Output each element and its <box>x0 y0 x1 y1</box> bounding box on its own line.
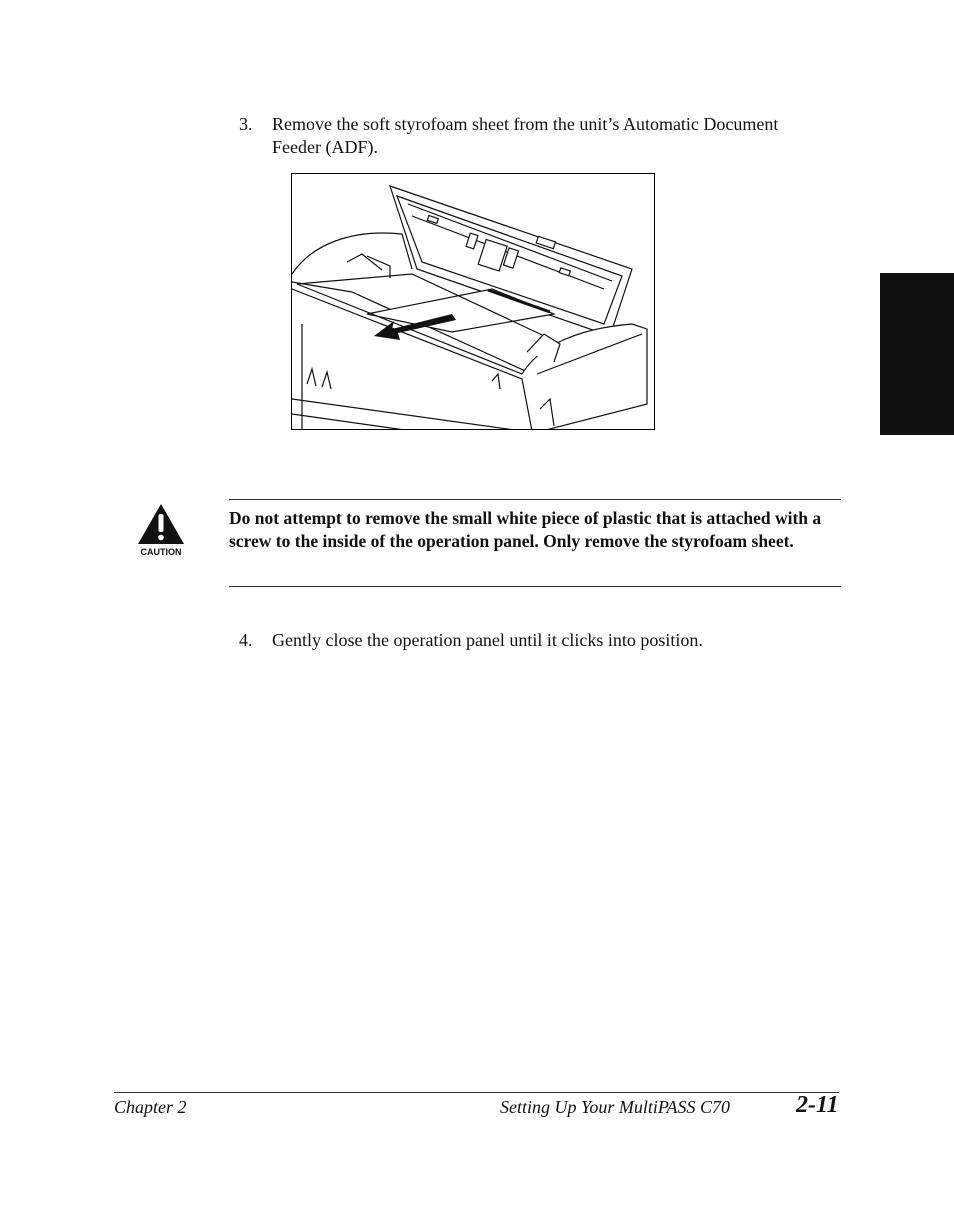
step-3-number: 3. <box>239 114 253 134</box>
step-4-text: Gently close the operation panel until it clicks into position. <box>272 630 703 650</box>
footer-title: Setting Up Your MultiPASS C70 <box>500 1097 731 1117</box>
caution-text: Do not attempt to remove the small white piece of plastic that is attached with a screw to the inside of the operation panel. Only remove the styrofoam sheet. <box>229 508 822 551</box>
footer-chapter: Chapter 2 <box>114 1097 187 1117</box>
step-4 <box>239 629 859 653</box>
step-3-text: Remove the soft styrofoam sheet from the unit’s Automatic Document Feeder (ADF). <box>272 114 779 157</box>
footer-rule <box>114 1092 839 1093</box>
step-3 <box>239 113 819 161</box>
adf-illustration <box>291 173 655 430</box>
chapter-side-tab <box>880 273 954 435</box>
step-4-number: 4. <box>239 630 253 650</box>
printer-adf-drawing <box>292 174 655 430</box>
caution-label: CAUTION <box>140 547 182 557</box>
caution-rule-top <box>229 499 841 500</box>
page-number: 2-11 <box>796 1092 839 1118</box>
caution-rule-bottom <box>229 586 841 587</box>
